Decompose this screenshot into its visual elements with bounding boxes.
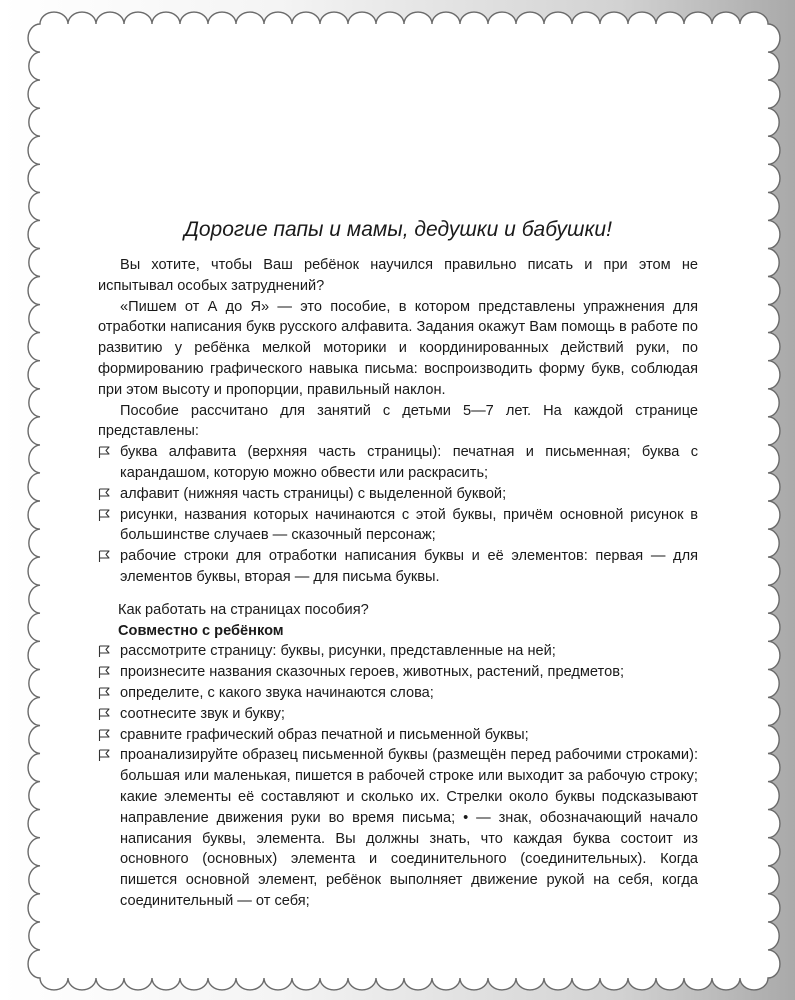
intro-paragraph-2: «Пишем от А до Я» — это пособие, в котором представлены упражнения для отработки написания букв русского алфавита. Задания окажут Вам помощь в работе по развитию у ребёнка мелкой моторики и координированных действий руки, по формированию графического навыка письма: воспроизводить форму букв, соблюдая при этом высоту и пропорции, правильный наклон. [98, 298, 698, 398]
pencil-bullet-icon [98, 546, 120, 588]
pencil-bullet-icon [98, 505, 120, 547]
pencil-bullet-icon [98, 484, 120, 505]
list-item: определите, с какого звука начинаются слова; [98, 683, 698, 704]
intro-paragraph-1: Вы хотите, чтобы Ваш ребёнок научился правильно писать и при этом не испытывал особых затруднений? [98, 257, 698, 294]
list-item: произнесите названия сказочных героев, животных, растений, предметов; [98, 662, 698, 683]
pencil-bullet-icon [98, 704, 120, 725]
list-item: алфавит (нижняя часть страницы) с выделенной буквой; [98, 484, 698, 505]
list-item: рассмотрите страницу: буквы, рисунки, представленные на ней; [98, 641, 698, 662]
list-item: соотнесите звук и букву; [98, 704, 698, 725]
steps-list [98, 641, 698, 911]
page-contents-list [98, 442, 698, 588]
pencil-bullet-icon [98, 745, 120, 911]
section-heading: Совместно с ребёнком [118, 622, 284, 639]
list-item: сравните графический образ печатной и письменной буквы; [98, 725, 698, 746]
pencil-bullet-icon [98, 725, 120, 746]
list-item: буква алфавита (верхняя часть страницы): печатная и письменная; буква с карандашом, которую можно обвести или раскрасить; [98, 442, 698, 484]
list-item: рисунки, названия которых начинаются с этой буквы, причём основной рисунок в большинстве случаев — сказочный персонаж; [98, 505, 698, 547]
list-item: рабочие строки для отработки написания буквы и её элементов: первая — для элементов буквы, вторая — для письма буквы. [98, 546, 698, 588]
question-line: Как работать на страницах пособия? [118, 601, 369, 618]
pencil-bullet-icon [98, 641, 120, 662]
pencil-bullet-icon [98, 662, 120, 683]
letter-body [98, 216, 698, 912]
pencil-bullet-icon [98, 683, 120, 704]
page-title: Дорогие папы и мамы, дедушки и бабушки! [184, 218, 612, 241]
pencil-bullet-icon [98, 442, 120, 484]
list-item: проанализируйте образец письменной буквы (размещён перед рабочими строками): большая или маленькая, пишется в рабочей строке или выходит за рабочую строку; какие элементы её составляют и сколько их. Стрелки около буквы подсказывают направление движения руки во время письма; • — знак, обозначающий начало написания буквы, элемента. Вы должны знать, что каждая буква состоит из основного (основных) элемента и соединительного (соединительных). Когда пишется основной элемент, ребёнок выполняет движение рукой на себя, когда соединительный — от себя; [98, 745, 698, 911]
intro-paragraph-3: Пособие рассчитано для занятий с детьми 5—7 лет. На каждой странице представлены: [98, 402, 698, 440]
